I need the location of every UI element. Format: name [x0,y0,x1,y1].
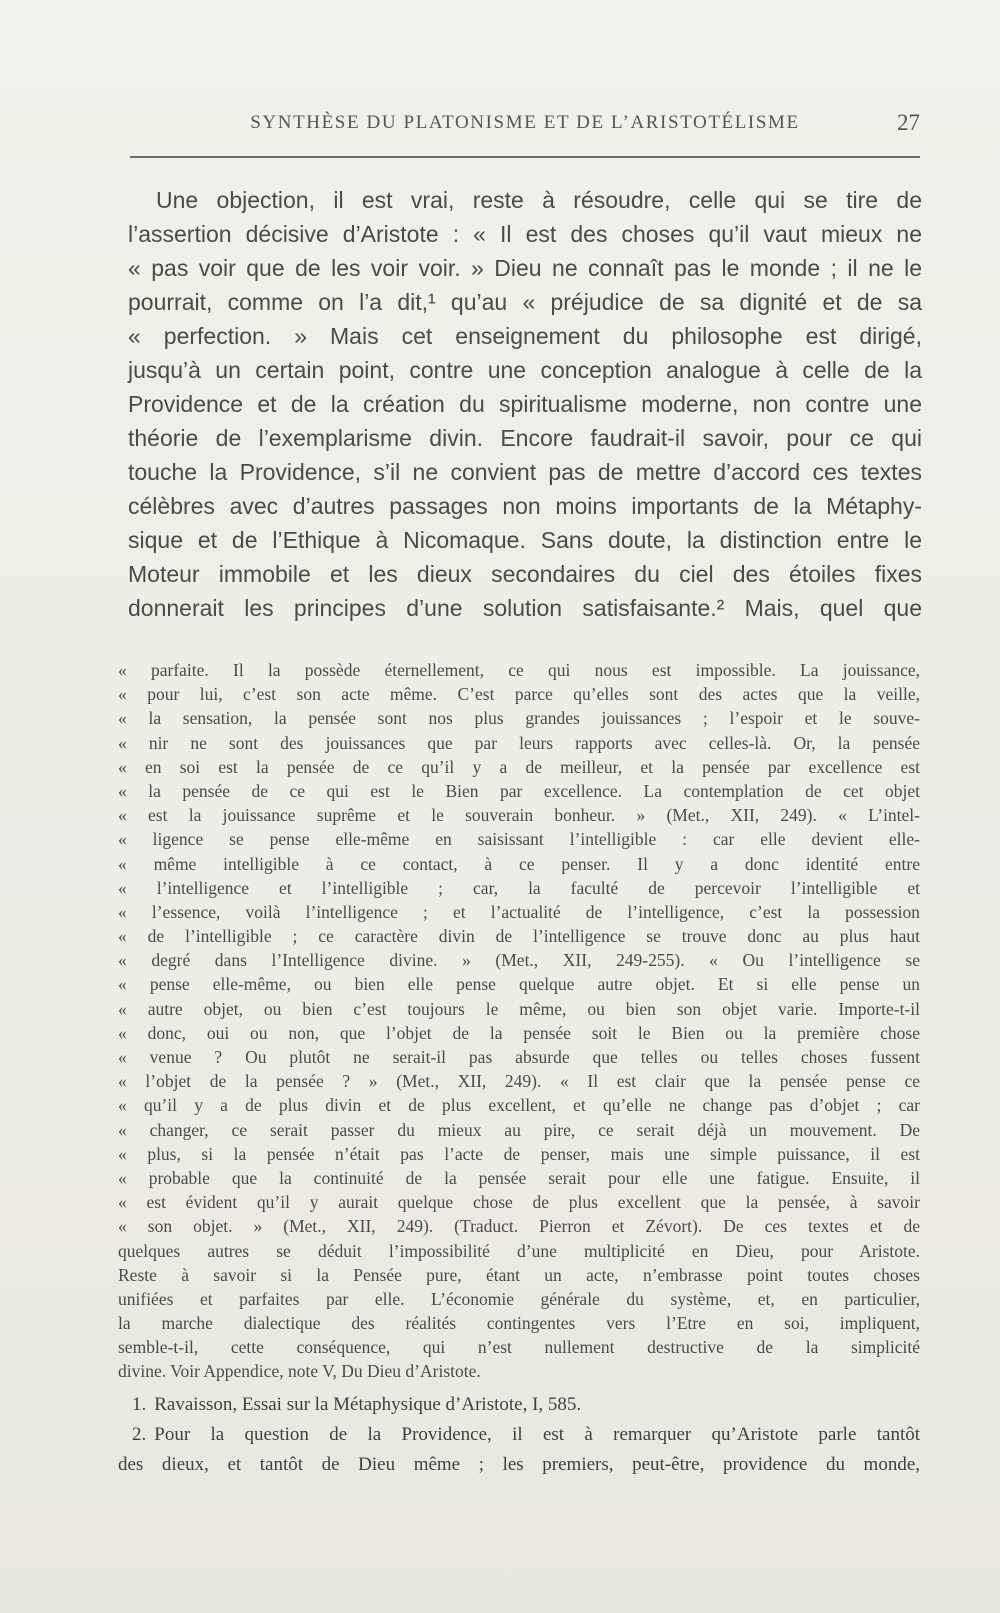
footnote-line: « qu’il y a de plus divin et de plus excellent, et qu’elle ne change pas d’objet ; car [118,1095,920,1116]
footnotes-block [118,658,920,1480]
footnote-line: unifiées et parfaites par elle. L’économie générale du système, et, en particulier, [118,1288,920,1309]
footnote-line: « la pensée de ce qui est le Bien par excellence. La contemplation de cet objet [118,780,920,801]
footnote-line: « degré dans l’Intelligence divine. » (Met., XII, 249-255). « Ou l’intelligence se [118,950,920,971]
footnote-line: « plus, si la pensée n’était pas l’acte de penser, mais une simple puissance, il est [118,1143,920,1164]
footnote-line: « son objet. » (Met., XII, 249). (Traduct. Pierron et Zévort). De ces textes et de [118,1216,920,1237]
body-line: touche la Providence, s’il ne convient pas de mettre d’accord ces textes [128,459,922,485]
footnote-line: « de l’intelligible ; ce caractère divin de l’intelligence se trouve donc au plus haut [118,926,920,947]
footnote-line: des dieux, et tantôt de Dieu même ; les premiers, peut-être, providence du monde, [118,1453,920,1475]
footnote-line: « pour lui, c’est son acte même. C’est parce qu’elles sont des actes que la veille, [118,684,920,705]
body-line: théorie de l’exemplarisme divin. Encore faudrait-il savoir, pour ce qui [128,425,922,451]
footnote-line: « même intelligible à ce contact, à ce penser. Il y a donc identité entre [118,853,920,874]
body-line: pourrait, comme on l’a dit,¹ qu’au « préjudice de sa dignité et de sa [128,289,922,315]
running-title: SYNTHÈSE DU PLATONISME ET DE L’ARISTOTÉLISME [250,112,800,133]
footnote-2 [118,1420,920,1480]
header-rule [130,156,920,158]
footnote-line [118,1420,920,1450]
body-line: Une objection, il est vrai, reste à résoudre, celle qui se tire de [156,187,922,213]
footnote-line: semble-t-il, cette conséquence, qui n’est nullement destructive de la simplicité [118,1337,920,1358]
footnote-text: Pour la question de la Providence, il est à remarquer qu’Aristote parle tantôt [154,1423,920,1445]
body-line: « pas voir que de les voir voir. » Dieu ne connaît pas le monde ; il ne le [128,255,922,281]
footnote-line: « pense elle-même, ou bien elle pense quelque autre objet. Et si elle pense un [118,974,920,995]
footnote-line: « autre objet, ou bien c’est toujours le même, ou bien son objet varie. Importe-t-il [118,998,920,1019]
footnote-line: « ligence se pense elle-même en saisissant l’intelligible : car elle devient elle- [118,829,920,850]
footnote-text: Ravaisson, Essai sur la Métaphysique d’Aristote, I, 585. [154,1393,582,1415]
page-number: 27 [897,110,920,135]
body-line: célèbres avec d’autres passages non moins importants de la Métaphy- [128,493,922,519]
body-line: « perfection. » Mais cet enseignement du philosophe est dirigé, [128,323,922,349]
page-header [130,106,920,146]
footnote-line: « la sensation, la pensée sont nos plus grandes jouissances ; l’espoir et le souve- [118,708,920,729]
body-line: sique et de l’Ethique à Nicomaque. Sans doute, la distinction entre le [128,527,922,553]
body-line: donnerait les principes d’une solution satisfaisante.² Mais, quel que [128,595,922,621]
body-line: Providence et de la création du spiritualisme moderne, non contre une [128,391,922,417]
footnote-line: « changer, ce serait passer du mieux au pire, ce serait déjà un mouvement. De [118,1119,920,1140]
footnote-line: « l’objet de la pensée ? » (Met., XII, 249). « Il est clair que la pensée pense ce [118,1071,920,1092]
footnote-line: divine. Voir Appendice, note V, Du Dieu d’Aristote. [118,1361,481,1382]
footnote-line: « donc, oui ou non, que l’objet de la pensée soit le Bien ou la première chose [118,1022,920,1043]
footnote-line: « venue ? Ou plutôt ne serait-il pas absurde que telles ou telles choses fussent [118,1047,920,1067]
footnote-line: Reste à savoir si la Pensée pure, étant un acte, n’embrasse point toutes choses [118,1264,920,1285]
footnote-continuation [118,658,920,1384]
footnote-line: « parfaite. Il la possède éternellement, ce qui nous est impossible. La jouissance, [118,660,920,680]
footnote-number: 1. [132,1393,147,1415]
footnote-line: la marche dialectique des réalités contingentes vers l’Etre en soi, impliquent, [118,1313,920,1334]
body-line: l’assertion décisive d’Aristote : « Il est des choses qu’il vaut mieux ne [128,221,922,247]
footnote-line: « est évident qu’il y aurait quelque chose de plus excellent que la pensée, à savoir [118,1192,920,1213]
main-paragraph [128,183,922,625]
footnote-number: 2. [132,1423,147,1445]
footnote-line: « l’essence, voilà l’intelligence ; et l’actualité de l’intelligence, c’est la possession [118,901,920,922]
footnote-line: « est la jouissance suprême et le souverain bonheur. » (Met., XII, 249). « L’intel- [118,805,920,826]
footnote-line: « probable que la continuité de la pensée serait pour elle une fatigue. Ensuite, il [118,1167,920,1188]
footnote-1 [118,1390,920,1420]
body-line: jusqu’à un certain point, contre une conception analogue à celle de la [128,357,922,383]
body-line: Moteur immobile et les dieux secondaires du ciel des étoiles fixes [128,561,922,587]
footnote-line: « en soi est la pensée de ce qu’il y a de meilleur, et la pensée par excellence est [118,756,920,777]
footnote-line: quelques autres se déduit l’impossibilité d’une multiplicité en Dieu, pour Aristote. [118,1240,920,1261]
footnote-line: « nir ne sont des jouissances que par leurs rapports avec celles-là. Or, la pensée [118,732,920,753]
footnote-line: « l’intelligence et l’intelligible ; car, la faculté de percevoir l’intelligible et [118,877,920,898]
